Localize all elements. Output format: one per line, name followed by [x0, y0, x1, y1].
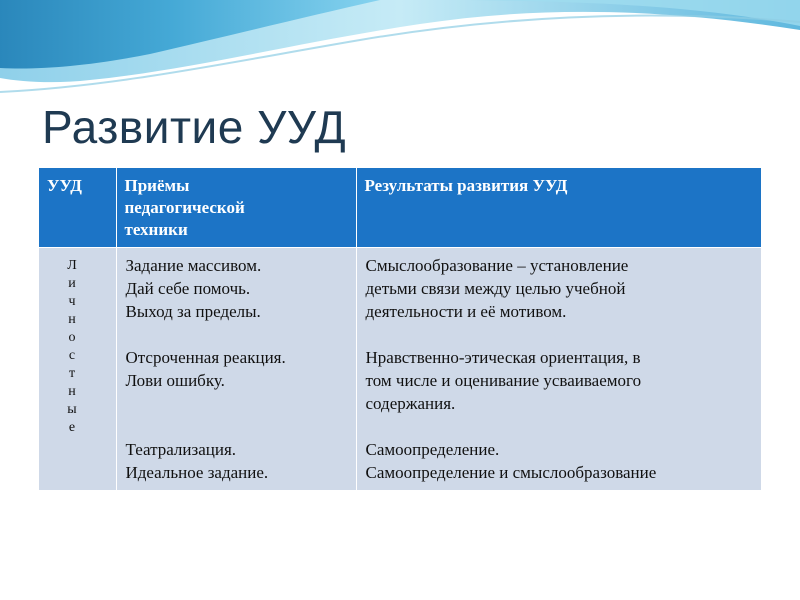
spacer — [366, 415, 754, 438]
result-line: Самоопределение. — [365, 440, 500, 459]
result-line: содержания. — [365, 394, 456, 413]
slide-title: Развитие УУД — [42, 101, 347, 153]
uud-letter: и — [68, 276, 76, 291]
header-techniques-line: Приёмы — [124, 176, 190, 195]
uud-letter: н — [68, 384, 76, 399]
header-techniques — [116, 168, 356, 248]
spacer — [126, 323, 348, 346]
header-uud-label: УУД — [47, 176, 82, 195]
technique-line: Театрализация. — [125, 440, 237, 459]
table-row — [39, 248, 761, 491]
uud-letter: Л — [67, 258, 77, 273]
header-techniques-line: техники — [124, 220, 188, 239]
uud-table — [39, 168, 761, 490]
technique-line: Задание массивом. — [125, 256, 262, 275]
uud-letter: ы — [67, 402, 77, 417]
uud-vertical-word — [48, 254, 96, 437]
uud-letter: о — [68, 330, 76, 345]
header-techniques-line: педагогической — [124, 198, 245, 217]
techniques-cell — [116, 248, 356, 491]
results-cell — [356, 248, 761, 491]
technique-line: Отсроченная реакция. — [125, 348, 286, 367]
uud-letter: т — [68, 366, 76, 381]
spacer — [366, 323, 754, 346]
uud-cell — [39, 248, 116, 491]
uud-letter: ч — [68, 294, 76, 309]
decorative-wave-banner — [0, 0, 800, 110]
header-results — [356, 168, 761, 248]
spacer — [126, 392, 348, 438]
result-line: том числе и оценивание усваиваемого — [365, 371, 642, 390]
header-results-label: Результаты развития УУД — [364, 176, 568, 195]
technique-line: Лови ошибку. — [125, 371, 225, 390]
uud-letter: н — [68, 312, 76, 327]
table-header-row — [39, 168, 761, 248]
header-uud — [39, 168, 116, 248]
uud-letter: с — [68, 348, 76, 363]
technique-line: Дай себе помочь. — [125, 279, 251, 298]
uud-letter: е — [68, 420, 76, 435]
result-line: детьми связи между целью учебной — [365, 279, 626, 298]
result-line: Нравственно-этическая ориентация, в — [365, 348, 641, 367]
technique-line: Выход за пределы. — [125, 302, 261, 321]
technique-line: Идеальное задание. — [125, 463, 269, 482]
result-line: деятельности и её мотивом. — [365, 302, 567, 321]
result-line: Смыслообразование – установление — [365, 256, 629, 275]
result-line: Самоопределение и смыслообразование — [365, 463, 657, 482]
